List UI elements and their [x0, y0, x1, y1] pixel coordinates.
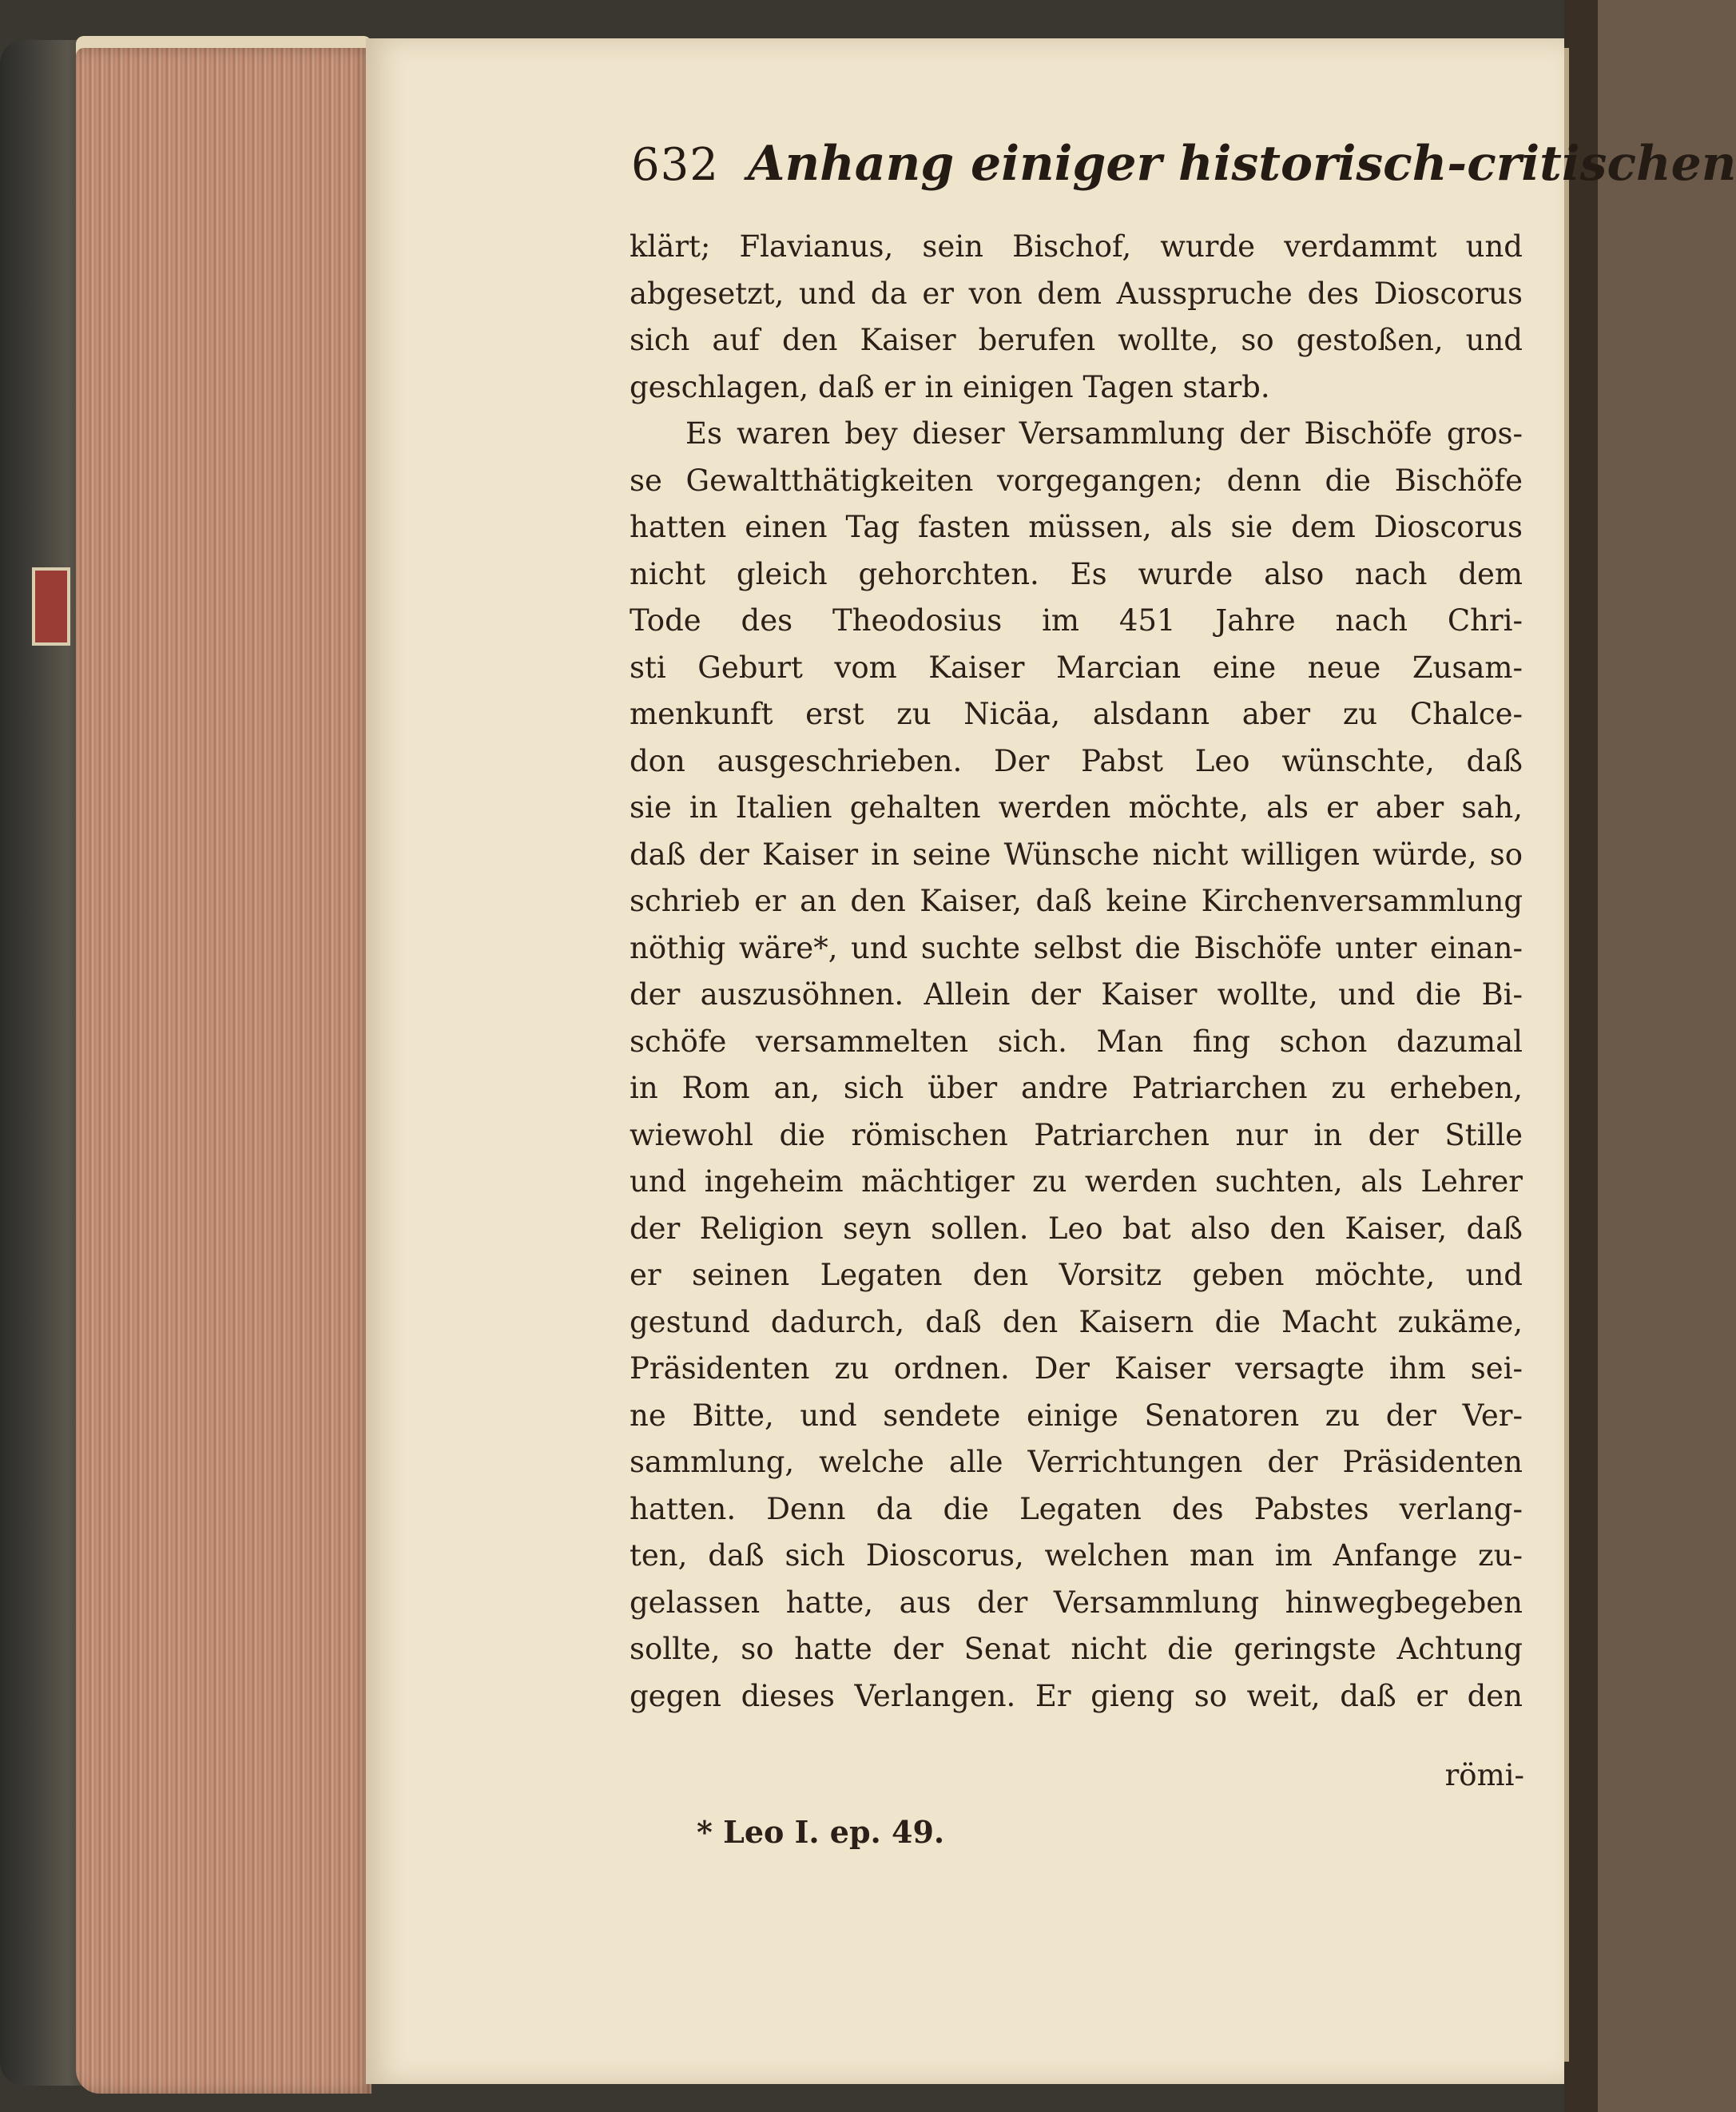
text-line: er seinen Legaten den Vorsitz geben möchte, und [630, 1258, 1523, 1292]
text-line: hatten. Denn da die Legaten des Pabstes verlang- [630, 1491, 1523, 1526]
text-line: wiewohl die römischen Patriarchen nur in der Stille [630, 1117, 1523, 1152]
page-header [631, 136, 1736, 200]
text-line: und ingeheim mächtiger zu werden suchten, als Lehrer [630, 1164, 1523, 1199]
text-line: gelassen hatte, aus der Versammlung hinwegbegeben [630, 1585, 1523, 1620]
spine-label [32, 567, 70, 646]
text-line: geschlagen, daß er in einigen Tagen starb. [630, 369, 1270, 404]
text-line: nicht gleich gehorchten. Es wurde also nach dem [630, 556, 1523, 591]
text-line: hatten einen Tag fasten müssen, als sie dem Dioscorus [630, 510, 1523, 544]
text-line: gegen dieses Verlangen. Er gieng so weit, daß er den [630, 1678, 1523, 1713]
text-line: sti Geburt vom Kaiser Marcian eine neue Zusam- [630, 650, 1523, 685]
text-line: menkunft erst zu Nicäa, alsdann aber zu Chalce- [630, 697, 1523, 731]
text-line: sollte, so hatte der Senat nicht die geringste Achtung [630, 1632, 1523, 1666]
running-title: Anhang einiger historisch-critischen [747, 136, 1736, 192]
text-line: der Religion seyn sollen. Leo bat also den Kaiser, daß [630, 1211, 1523, 1246]
page-stack-edges [76, 48, 371, 2094]
text-line: gestund dadurch, daß den Kaisern die Macht zukäme, [630, 1304, 1523, 1339]
catchword: römi- [1444, 1758, 1524, 1792]
text-line: se Gewaltthätigkeiten vorgegangen; denn die Bischöfe [630, 463, 1523, 498]
text-line: schrieb er an den Kaiser, daß keine Kirchenversammlung [630, 884, 1523, 918]
text-line: nöthig wäre*, und suchte selbst die Bischöfe unter einan- [630, 930, 1523, 965]
text-line: sie in Italien gehalten werden möchte, als er aber sah, [630, 790, 1523, 825]
text-line: don ausgeschrieben. Der Pabst Leo wünschte, daß [630, 743, 1523, 778]
text-line: sich auf den Kaiser berufen wollte, so gestoßen, und [630, 323, 1523, 357]
text-line: in Rom an, sich über andre Patriarchen zu erheben, [630, 1071, 1523, 1105]
text-line: ten, daß sich Dioscorus, welchen man im Anfange zu- [630, 1538, 1523, 1573]
text-line: der auszusöhnen. Allein der Kaiser wollte, und die Bi- [630, 977, 1523, 1012]
text-line: daß der Kaiser in seine Wünsche nicht willigen würde, so [630, 837, 1523, 872]
text-line: Präsidenten zu ordnen. Der Kaiser versagte ihm sei- [630, 1351, 1523, 1386]
body-text [630, 224, 1523, 1720]
page-number: 632 [631, 139, 719, 191]
text-line: klärt; Flavianus, sein Bischof, wurde verdammt und [630, 229, 1523, 264]
text-line: sammlung, welche alle Verrichtungen der Präsidenten [630, 1445, 1523, 1479]
text-line: ne Bitte, und sendete einige Senatoren zu der Ver- [630, 1398, 1523, 1433]
right-binding [1564, 0, 1598, 2112]
footnote: * Leo I. ep. 49. [697, 1814, 945, 1850]
text-line: abgesetzt, und da er von dem Ausspruche des Dioscorus [630, 276, 1523, 311]
text-line: schöfe versammelten sich. Man fing schon dazumal [630, 1024, 1523, 1059]
text-line: Es waren bey dieser Versammlung der Bischöfe gros- [685, 416, 1523, 451]
text-line: Tode des Theodosius im 451 Jahre nach Chri- [630, 603, 1523, 638]
